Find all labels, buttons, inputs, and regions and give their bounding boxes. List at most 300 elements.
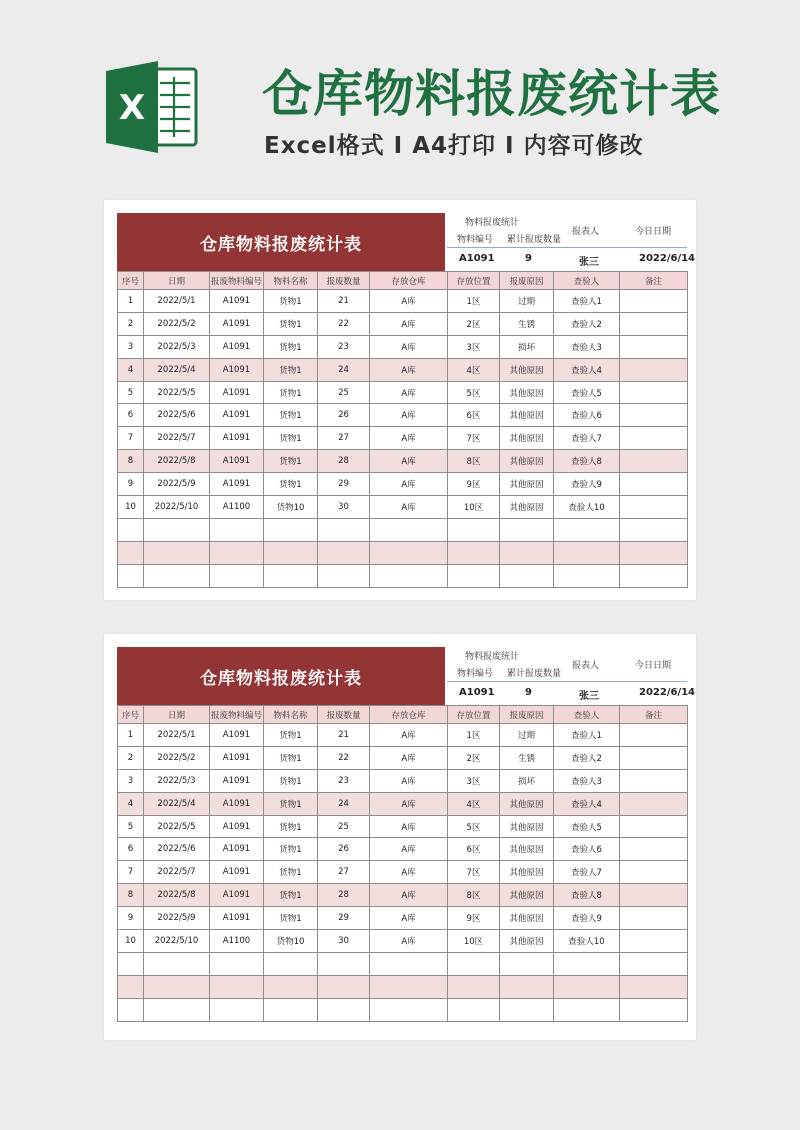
table-cell[interactable] bbox=[210, 998, 264, 1021]
table-cell[interactable]: 查验人2 bbox=[554, 312, 620, 335]
table-cell[interactable]: A1091 bbox=[210, 861, 264, 884]
table-cell[interactable] bbox=[620, 564, 688, 587]
table-cell[interactable]: 2022/5/1 bbox=[144, 724, 210, 747]
table-cell[interactable]: 7区 bbox=[448, 427, 500, 450]
table-cell[interactable]: A1100 bbox=[210, 496, 264, 519]
table-cell[interactable]: 货物1 bbox=[264, 312, 318, 335]
table-cell[interactable]: A1091 bbox=[210, 450, 264, 473]
table-cell[interactable]: A库 bbox=[370, 335, 448, 358]
table-cell[interactable] bbox=[264, 541, 318, 564]
table-cell[interactable]: 10 bbox=[118, 930, 144, 953]
table-cell[interactable]: A库 bbox=[370, 358, 448, 381]
table-cell[interactable] bbox=[620, 930, 688, 953]
table-cell[interactable]: 5 bbox=[118, 381, 144, 404]
table-cell[interactable]: 其他原因 bbox=[500, 838, 554, 861]
table-cell[interactable] bbox=[554, 952, 620, 975]
table-cell[interactable]: 7 bbox=[118, 427, 144, 450]
table-cell[interactable]: A库 bbox=[370, 724, 448, 747]
table-cell[interactable]: 22 bbox=[318, 312, 370, 335]
table-cell[interactable]: 28 bbox=[318, 884, 370, 907]
table-cell[interactable]: 1 bbox=[118, 724, 144, 747]
table-cell[interactable]: A1091 bbox=[210, 473, 264, 496]
table-cell[interactable]: 8区 bbox=[448, 884, 500, 907]
table-cell[interactable]: A库 bbox=[370, 496, 448, 519]
table-cell[interactable] bbox=[554, 564, 620, 587]
table-cell[interactable]: 2 bbox=[118, 312, 144, 335]
table-cell[interactable]: A1091 bbox=[210, 792, 264, 815]
table-cell[interactable] bbox=[500, 541, 554, 564]
table-cell[interactable] bbox=[118, 518, 144, 541]
table-cell[interactable]: 其他原因 bbox=[500, 473, 554, 496]
table-cell[interactable] bbox=[264, 952, 318, 975]
table-cell[interactable] bbox=[370, 518, 448, 541]
table-cell[interactable]: A1091 bbox=[210, 312, 264, 335]
table-cell[interactable]: 5 bbox=[118, 815, 144, 838]
table-cell[interactable]: 货物1 bbox=[264, 450, 318, 473]
table-cell[interactable] bbox=[620, 884, 688, 907]
table-cell[interactable]: 8 bbox=[118, 450, 144, 473]
table-cell[interactable]: 其他原因 bbox=[500, 815, 554, 838]
table-cell[interactable]: 6 bbox=[118, 838, 144, 861]
reporter-value[interactable]: 张三 bbox=[579, 691, 599, 702]
table-cell[interactable] bbox=[554, 518, 620, 541]
table-cell[interactable]: 25 bbox=[318, 815, 370, 838]
table-cell[interactable] bbox=[500, 564, 554, 587]
table-cell[interactable] bbox=[620, 312, 688, 335]
table-cell[interactable] bbox=[144, 998, 210, 1021]
table-cell[interactable] bbox=[500, 952, 554, 975]
table-cell[interactable]: 货物1 bbox=[264, 473, 318, 496]
table-cell[interactable]: 查验人2 bbox=[554, 746, 620, 769]
table-cell[interactable]: 24 bbox=[318, 792, 370, 815]
table-cell[interactable]: 货物1 bbox=[264, 769, 318, 792]
table-cell[interactable] bbox=[210, 975, 264, 998]
table-cell[interactable] bbox=[118, 998, 144, 1021]
table-cell[interactable] bbox=[620, 746, 688, 769]
column-header: 存放位置 bbox=[448, 272, 500, 290]
table-cell[interactable]: A1100 bbox=[210, 930, 264, 953]
table-cell[interactable]: A1091 bbox=[210, 884, 264, 907]
table-cell[interactable]: 其他原因 bbox=[500, 930, 554, 953]
table-cell[interactable]: A1091 bbox=[210, 427, 264, 450]
table-cell[interactable]: 4区 bbox=[448, 792, 500, 815]
stat-label: 物料报废统计 bbox=[465, 218, 520, 228]
date-label: 今日日期 bbox=[635, 661, 672, 671]
table-cell[interactable] bbox=[370, 998, 448, 1021]
table-cell[interactable] bbox=[264, 564, 318, 587]
table-cell[interactable]: 28 bbox=[318, 450, 370, 473]
table-cell[interactable]: A库 bbox=[370, 450, 448, 473]
summary-panel bbox=[447, 647, 696, 705]
table-cell[interactable]: 9区 bbox=[448, 907, 500, 930]
table-cell[interactable] bbox=[620, 518, 688, 541]
column-header: 存放仓库 bbox=[370, 272, 448, 290]
table-cell[interactable]: 其他原因 bbox=[500, 496, 554, 519]
table-cell[interactable]: A库 bbox=[370, 884, 448, 907]
table-cell[interactable]: A1091 bbox=[210, 746, 264, 769]
table-cell[interactable] bbox=[118, 564, 144, 587]
table-cell[interactable]: 查验人6 bbox=[554, 404, 620, 427]
table-cell[interactable] bbox=[370, 952, 448, 975]
table-cell[interactable]: 26 bbox=[318, 404, 370, 427]
table-cell[interactable]: 查验人8 bbox=[554, 450, 620, 473]
reporter-value[interactable]: 张三 bbox=[579, 257, 599, 268]
table-cell[interactable]: 货物1 bbox=[264, 838, 318, 861]
table-cell[interactable]: 2022/5/1 bbox=[144, 290, 210, 313]
table-cell[interactable] bbox=[620, 335, 688, 358]
table-cell[interactable]: 2022/5/4 bbox=[144, 358, 210, 381]
table-cell[interactable]: 6区 bbox=[448, 404, 500, 427]
table-cell[interactable]: 查验人4 bbox=[554, 792, 620, 815]
table-cell[interactable] bbox=[318, 998, 370, 1021]
table-cell[interactable]: 2022/5/4 bbox=[144, 792, 210, 815]
table-cell[interactable]: 查验人9 bbox=[554, 907, 620, 930]
table-cell[interactable] bbox=[620, 861, 688, 884]
table-cell[interactable]: 2 bbox=[118, 746, 144, 769]
table-cell[interactable]: 生锈 bbox=[500, 746, 554, 769]
table-cell[interactable] bbox=[620, 838, 688, 861]
table-cell[interactable]: A1091 bbox=[210, 907, 264, 930]
table-cell[interactable]: 30 bbox=[318, 496, 370, 519]
table-cell[interactable] bbox=[620, 473, 688, 496]
table-row bbox=[118, 496, 688, 519]
table-cell[interactable]: 9 bbox=[118, 907, 144, 930]
table-cell[interactable]: 30 bbox=[318, 930, 370, 953]
table-cell[interactable] bbox=[554, 541, 620, 564]
table-cell[interactable]: 2022/5/3 bbox=[144, 769, 210, 792]
code-value[interactable]: A1091 bbox=[459, 687, 495, 698]
table-cell[interactable]: 22 bbox=[318, 746, 370, 769]
column-header: 日期 bbox=[144, 706, 210, 724]
table-cell[interactable] bbox=[620, 290, 688, 313]
table-row bbox=[118, 541, 688, 564]
table-cell[interactable] bbox=[118, 952, 144, 975]
table-cell[interactable]: A库 bbox=[370, 746, 448, 769]
table-cell[interactable]: 其他原因 bbox=[500, 427, 554, 450]
table-cell[interactable]: 2022/5/8 bbox=[144, 884, 210, 907]
table-cell[interactable]: 损坏 bbox=[500, 335, 554, 358]
table-row bbox=[118, 335, 688, 358]
table-cell[interactable]: 7 bbox=[118, 861, 144, 884]
table-cell[interactable]: 查验人6 bbox=[554, 838, 620, 861]
table-cell[interactable]: 29 bbox=[318, 907, 370, 930]
table-cell[interactable]: 7区 bbox=[448, 861, 500, 884]
table-cell[interactable]: 货物1 bbox=[264, 381, 318, 404]
table-cell[interactable] bbox=[620, 792, 688, 815]
page-subtitle: Excel格式 I A4打印 I 内容可修改 bbox=[264, 133, 644, 159]
date-label: 今日日期 bbox=[635, 227, 672, 237]
table-cell[interactable] bbox=[620, 427, 688, 450]
table-cell[interactable]: A库 bbox=[370, 838, 448, 861]
date-value[interactable]: 2022/6/14 bbox=[639, 687, 696, 698]
table-row bbox=[118, 746, 688, 769]
table-cell[interactable] bbox=[370, 541, 448, 564]
qty-value[interactable]: 9 bbox=[525, 253, 532, 264]
column-header: 备注 bbox=[620, 706, 688, 724]
table-cell[interactable]: 货物1 bbox=[264, 335, 318, 358]
table-cell[interactable]: 2022/5/7 bbox=[144, 427, 210, 450]
table-cell[interactable]: 2022/5/2 bbox=[144, 746, 210, 769]
table-cell[interactable]: 货物1 bbox=[264, 815, 318, 838]
table-cell[interactable]: 23 bbox=[318, 769, 370, 792]
table-cell[interactable]: 10区 bbox=[448, 930, 500, 953]
table-cell[interactable]: A库 bbox=[370, 907, 448, 930]
table-cell[interactable]: 货物1 bbox=[264, 746, 318, 769]
table-cell[interactable] bbox=[318, 975, 370, 998]
table-cell[interactable]: 9 bbox=[118, 473, 144, 496]
table-cell[interactable]: 1区 bbox=[448, 290, 500, 313]
date-value[interactable]: 2022/6/14 bbox=[639, 253, 696, 264]
column-header: 物料名称 bbox=[264, 272, 318, 290]
table-cell[interactable] bbox=[448, 975, 500, 998]
table-cell[interactable] bbox=[264, 975, 318, 998]
table-cell[interactable]: 3 bbox=[118, 335, 144, 358]
table-cell[interactable]: A库 bbox=[370, 769, 448, 792]
table-cell[interactable]: A库 bbox=[370, 792, 448, 815]
table-cell[interactable] bbox=[620, 907, 688, 930]
table-cell[interactable] bbox=[554, 975, 620, 998]
table-cell[interactable]: 2区 bbox=[448, 312, 500, 335]
table-cell[interactable] bbox=[210, 541, 264, 564]
table-cell[interactable] bbox=[144, 952, 210, 975]
table-cell[interactable] bbox=[318, 564, 370, 587]
table-cell[interactable]: 其他原因 bbox=[500, 381, 554, 404]
logo-letter: X bbox=[118, 88, 146, 128]
table-cell[interactable]: A库 bbox=[370, 290, 448, 313]
table-cell[interactable]: 其他原因 bbox=[500, 907, 554, 930]
table-cell[interactable]: 其他原因 bbox=[500, 884, 554, 907]
table-cell[interactable]: 9区 bbox=[448, 473, 500, 496]
table-cell[interactable]: 其他原因 bbox=[500, 404, 554, 427]
table-cell[interactable]: 5区 bbox=[448, 381, 500, 404]
column-header: 报废原因 bbox=[500, 272, 554, 290]
table-cell[interactable]: A1091 bbox=[210, 838, 264, 861]
table-cell[interactable]: 查验人3 bbox=[554, 769, 620, 792]
table-row bbox=[118, 381, 688, 404]
table-row bbox=[118, 861, 688, 884]
table-cell[interactable]: 其他原因 bbox=[500, 358, 554, 381]
table-row bbox=[118, 930, 688, 953]
table-cell[interactable] bbox=[264, 518, 318, 541]
table-cell[interactable] bbox=[118, 975, 144, 998]
table-cell[interactable]: 查验人9 bbox=[554, 473, 620, 496]
table-row bbox=[118, 518, 688, 541]
table-cell[interactable]: A1091 bbox=[210, 724, 264, 747]
table-cell[interactable] bbox=[620, 450, 688, 473]
table-cell[interactable]: 货物1 bbox=[264, 404, 318, 427]
table-row bbox=[118, 998, 688, 1021]
table-cell[interactable]: 2区 bbox=[448, 746, 500, 769]
table-cell[interactable]: 2022/5/3 bbox=[144, 335, 210, 358]
table-cell[interactable]: 查验人1 bbox=[554, 290, 620, 313]
table-cell[interactable] bbox=[448, 541, 500, 564]
table-cell[interactable]: A库 bbox=[370, 404, 448, 427]
table-cell[interactable]: 货物1 bbox=[264, 427, 318, 450]
table-cell[interactable]: 生锈 bbox=[500, 312, 554, 335]
table-cell[interactable]: 货物1 bbox=[264, 724, 318, 747]
table-cell[interactable] bbox=[318, 952, 370, 975]
table-cell[interactable] bbox=[448, 998, 500, 1021]
table-cell[interactable] bbox=[448, 564, 500, 587]
table-cell[interactable]: 27 bbox=[318, 427, 370, 450]
table-cell[interactable] bbox=[554, 998, 620, 1021]
table-cell[interactable]: 8 bbox=[118, 884, 144, 907]
table-cell[interactable]: 货物1 bbox=[264, 907, 318, 930]
table-cell[interactable]: 2022/5/5 bbox=[144, 815, 210, 838]
table-cell[interactable] bbox=[620, 998, 688, 1021]
table-cell[interactable]: 货物10 bbox=[264, 930, 318, 953]
table-cell[interactable] bbox=[500, 518, 554, 541]
table-cell[interactable]: 货物1 bbox=[264, 884, 318, 907]
divider-line bbox=[447, 681, 687, 682]
table-cell[interactable]: 2022/5/10 bbox=[144, 930, 210, 953]
table-cell[interactable] bbox=[620, 952, 688, 975]
table-cell[interactable] bbox=[318, 541, 370, 564]
table-cell[interactable] bbox=[118, 541, 144, 564]
table-cell[interactable]: A1091 bbox=[210, 290, 264, 313]
table-cell[interactable] bbox=[210, 518, 264, 541]
table-cell[interactable] bbox=[620, 358, 688, 381]
table-row bbox=[118, 884, 688, 907]
table-cell[interactable]: 21 bbox=[318, 290, 370, 313]
table-cell[interactable]: A1091 bbox=[210, 381, 264, 404]
table-cell[interactable] bbox=[448, 518, 500, 541]
table-cell[interactable]: 21 bbox=[318, 724, 370, 747]
table-cell[interactable]: 过期 bbox=[500, 724, 554, 747]
table-cell[interactable]: 其他原因 bbox=[500, 792, 554, 815]
table-cell[interactable] bbox=[370, 564, 448, 587]
table-cell[interactable] bbox=[448, 952, 500, 975]
table-cell[interactable] bbox=[144, 518, 210, 541]
table-cell[interactable]: 2022/5/2 bbox=[144, 312, 210, 335]
column-header: 日期 bbox=[144, 272, 210, 290]
table-cell[interactable]: 查验人5 bbox=[554, 381, 620, 404]
table-cell[interactable]: A库 bbox=[370, 861, 448, 884]
table-cell[interactable]: 2022/5/7 bbox=[144, 861, 210, 884]
table-row bbox=[118, 358, 688, 381]
qty-value[interactable]: 9 bbox=[525, 687, 532, 698]
table-cell[interactable]: A1091 bbox=[210, 335, 264, 358]
table-cell[interactable]: 查验人7 bbox=[554, 861, 620, 884]
table-cell[interactable] bbox=[620, 769, 688, 792]
table-cell[interactable] bbox=[620, 541, 688, 564]
table-cell[interactable] bbox=[210, 564, 264, 587]
page-title: 仓库物料报废统计表 bbox=[262, 65, 721, 123]
table-cell[interactable]: 29 bbox=[318, 473, 370, 496]
table-cell[interactable] bbox=[620, 975, 688, 998]
table-cell[interactable]: A1091 bbox=[210, 769, 264, 792]
table-cell[interactable]: 2022/5/9 bbox=[144, 907, 210, 930]
table-cell[interactable]: 5区 bbox=[448, 815, 500, 838]
table-row bbox=[118, 450, 688, 473]
table-cell[interactable] bbox=[144, 541, 210, 564]
table-row bbox=[118, 838, 688, 861]
table-cell[interactable] bbox=[264, 998, 318, 1021]
table-cell[interactable]: 25 bbox=[318, 381, 370, 404]
table-cell[interactable]: 2022/5/8 bbox=[144, 450, 210, 473]
table-cell[interactable]: 其他原因 bbox=[500, 861, 554, 884]
table-cell[interactable]: 查验人3 bbox=[554, 335, 620, 358]
table-cell[interactable]: 2022/5/6 bbox=[144, 838, 210, 861]
table-row bbox=[118, 724, 688, 747]
scrap-table bbox=[117, 705, 688, 1022]
table-cell[interactable]: 货物10 bbox=[264, 496, 318, 519]
table-cell[interactable]: 10区 bbox=[448, 496, 500, 519]
table-cell[interactable]: 查验人7 bbox=[554, 427, 620, 450]
table-cell[interactable]: 货物1 bbox=[264, 290, 318, 313]
form-title: 仓库物料报废统计表 bbox=[117, 213, 445, 271]
table-cell[interactable] bbox=[500, 998, 554, 1021]
table-cell[interactable]: 24 bbox=[318, 358, 370, 381]
table-cell[interactable]: 27 bbox=[318, 861, 370, 884]
table-cell[interactable]: 查验人1 bbox=[554, 724, 620, 747]
table-cell[interactable]: 货物1 bbox=[264, 792, 318, 815]
table-cell[interactable]: 2022/5/5 bbox=[144, 381, 210, 404]
table-cell[interactable] bbox=[144, 564, 210, 587]
table-cell[interactable]: 6区 bbox=[448, 838, 500, 861]
table-cell[interactable]: A库 bbox=[370, 427, 448, 450]
table-cell[interactable]: A1091 bbox=[210, 358, 264, 381]
table-cell[interactable] bbox=[500, 975, 554, 998]
table-cell[interactable]: A1091 bbox=[210, 815, 264, 838]
table-cell[interactable]: 1 bbox=[118, 290, 144, 313]
table-cell[interactable]: 2022/5/9 bbox=[144, 473, 210, 496]
table-cell[interactable]: A库 bbox=[370, 312, 448, 335]
table-cell[interactable]: 4 bbox=[118, 792, 144, 815]
table-cell[interactable]: 货物1 bbox=[264, 861, 318, 884]
table-cell[interactable] bbox=[620, 724, 688, 747]
table-cell[interactable]: 其他原因 bbox=[500, 450, 554, 473]
table-cell[interactable]: 查验人4 bbox=[554, 358, 620, 381]
table-cell[interactable]: 4 bbox=[118, 358, 144, 381]
table-cell[interactable] bbox=[144, 975, 210, 998]
table-cell[interactable] bbox=[620, 496, 688, 519]
table-cell[interactable]: 查验人10 bbox=[554, 496, 620, 519]
table-cell[interactable]: 3 bbox=[118, 769, 144, 792]
table-cell[interactable]: A库 bbox=[370, 473, 448, 496]
table-cell[interactable] bbox=[620, 815, 688, 838]
table-cell[interactable]: 过期 bbox=[500, 290, 554, 313]
sheet-2 bbox=[104, 634, 696, 1040]
table-cell[interactable]: A库 bbox=[370, 815, 448, 838]
table-cell[interactable]: 1区 bbox=[448, 724, 500, 747]
table-cell[interactable]: A库 bbox=[370, 381, 448, 404]
table-cell[interactable]: 3区 bbox=[448, 769, 500, 792]
table-cell[interactable]: 查验人8 bbox=[554, 884, 620, 907]
table-cell[interactable]: 6 bbox=[118, 404, 144, 427]
table-cell[interactable]: A1091 bbox=[210, 404, 264, 427]
table-cell[interactable] bbox=[620, 404, 688, 427]
table-cell[interactable]: 26 bbox=[318, 838, 370, 861]
table-cell[interactable]: 查验人5 bbox=[554, 815, 620, 838]
table-cell[interactable]: 8区 bbox=[448, 450, 500, 473]
table-cell[interactable] bbox=[210, 952, 264, 975]
table-cell[interactable]: 4区 bbox=[448, 358, 500, 381]
table-cell[interactable]: 2022/5/6 bbox=[144, 404, 210, 427]
table-cell[interactable]: 3区 bbox=[448, 335, 500, 358]
table-cell[interactable]: A库 bbox=[370, 930, 448, 953]
table-cell[interactable]: 10 bbox=[118, 496, 144, 519]
code-value[interactable]: A1091 bbox=[459, 253, 495, 264]
table-cell[interactable]: 损坏 bbox=[500, 769, 554, 792]
table-cell[interactable] bbox=[620, 381, 688, 404]
table-cell[interactable]: 23 bbox=[318, 335, 370, 358]
table-cell[interactable] bbox=[318, 518, 370, 541]
table-cell[interactable]: 查验人10 bbox=[554, 930, 620, 953]
table-cell[interactable]: 货物1 bbox=[264, 358, 318, 381]
table-cell[interactable] bbox=[370, 975, 448, 998]
table-cell[interactable]: 2022/5/10 bbox=[144, 496, 210, 519]
